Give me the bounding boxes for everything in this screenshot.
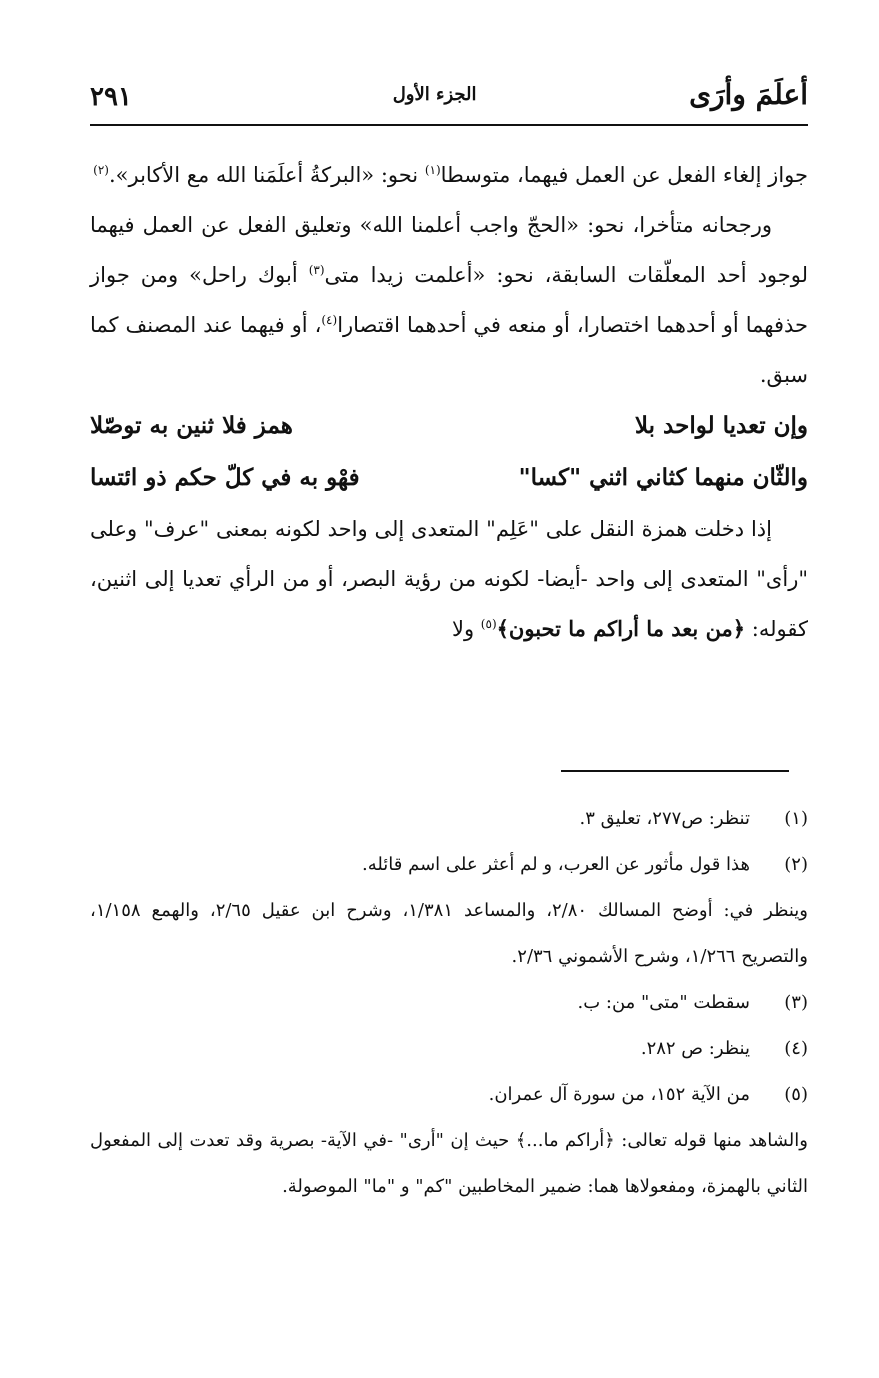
footnote-ref-4: (٤) bbox=[321, 313, 338, 327]
main-text bbox=[90, 150, 808, 654]
paragraph-1: جواز إلغاء الفعل عن العمل فيهما، متوسطا$^{(١)}$ نحو: «البركةُ أعلَمَنا الله مع الأكابر».$^{(٢)}$ bbox=[93, 163, 808, 187]
footnote-3: (٣) سقطت "متى" من: ب. bbox=[577, 992, 808, 1013]
footnote-1: (١) تنظر: ص٢٧٧، تعليق ٣. bbox=[579, 808, 808, 829]
footnote-2-continued: وينظر في: أوضح المسالك ٢/٨٠، والمساعد ١/٣٨١، وشرح ابن عقيل ٢/٦٥، والهمع ١/١٥٨، والتصريح ١/٢٦٦، وشرح الأشموني ٢/٣٦. bbox=[90, 900, 808, 967]
page-header bbox=[90, 78, 808, 126]
footnote-ref-5: (٥) bbox=[480, 617, 497, 631]
verse-line-2 bbox=[90, 452, 808, 504]
footnote-separator bbox=[561, 770, 789, 772]
footnotes bbox=[90, 796, 808, 1210]
footnote-5-continued: والشاهد منها قوله تعالى: ﴿أراكم ما...﴾ حيث إن "أرى" -في الآية- بصرية وقد تعدت إلى المفعول الثاني بالهمزة، ومفعولاها هما: ضمير المخاطبين "كم" و "ما" الموصولة. bbox=[90, 1130, 808, 1197]
part-label: الجزء الأول bbox=[392, 84, 477, 105]
footnote-ref-3: (٣) bbox=[308, 263, 325, 277]
footnote-2: (٢) هذا قول مأثور عن العرب، و لم أعثر على اسم قائله. bbox=[361, 854, 808, 875]
verse-line-1 bbox=[90, 400, 808, 452]
verse-2-second-hemistich: فهْو به في كلّ حكم ذو ائتسا bbox=[90, 464, 360, 491]
quran-quote: ﴿من بعد ما أراكم ما تحبون﴾ bbox=[496, 616, 746, 641]
footnote-ref-1: (١) bbox=[424, 163, 441, 177]
verse-2-first-hemistich: والثّان منهما كثاني اثني "كسا" bbox=[518, 464, 808, 491]
verse-1-second-hemistich: همز فلا ثنين به توصّلا bbox=[90, 412, 293, 439]
paragraph-3: إذا دخلت همزة النقل على "عَلِم" المتعدى إلى واحد لكونه بمعنى "عرف" وعلى "رأى" المتعدى إلى واحد -أيضا- لكونه من رؤية البصر، أو من الرأي تعديا إلى اثنين، كقوله: ﴿من بعد ما أراكم ما تحبون﴾$^{(٥)}$ ولا bbox=[90, 517, 808, 641]
footnote-5: (٥) من الآية ١٥٢، من سورة آل عمران. bbox=[488, 1084, 808, 1105]
page-number: ٢٩١ bbox=[90, 82, 132, 112]
book-title: أعلَمَ وأرَى bbox=[689, 78, 808, 111]
footnote-ref-2: (٢) bbox=[93, 163, 109, 177]
paragraph-2: ورجحانه متأخرا، نحو: «الحجّ واجب أعلمنا الله» وتعليق الفعل عن العمل فيهما لوجود أحد المعلّقات السابقة، نحو: «أعلمت زيدا متى$^{(٣)}$ أبوك راحل» ومن جواز حذفهما أو أحدهما اختصارا، أو منعه في أحدهما اقتصارا$^{(٤)}$، أو فيهما عند المصنف كما سبق. bbox=[90, 213, 808, 387]
verse-1-first-hemistich: وإن تعديا لواحد بلا bbox=[634, 412, 808, 439]
footnote-4: (٤) ينظر: ص ٢٨٢. bbox=[640, 1038, 808, 1059]
